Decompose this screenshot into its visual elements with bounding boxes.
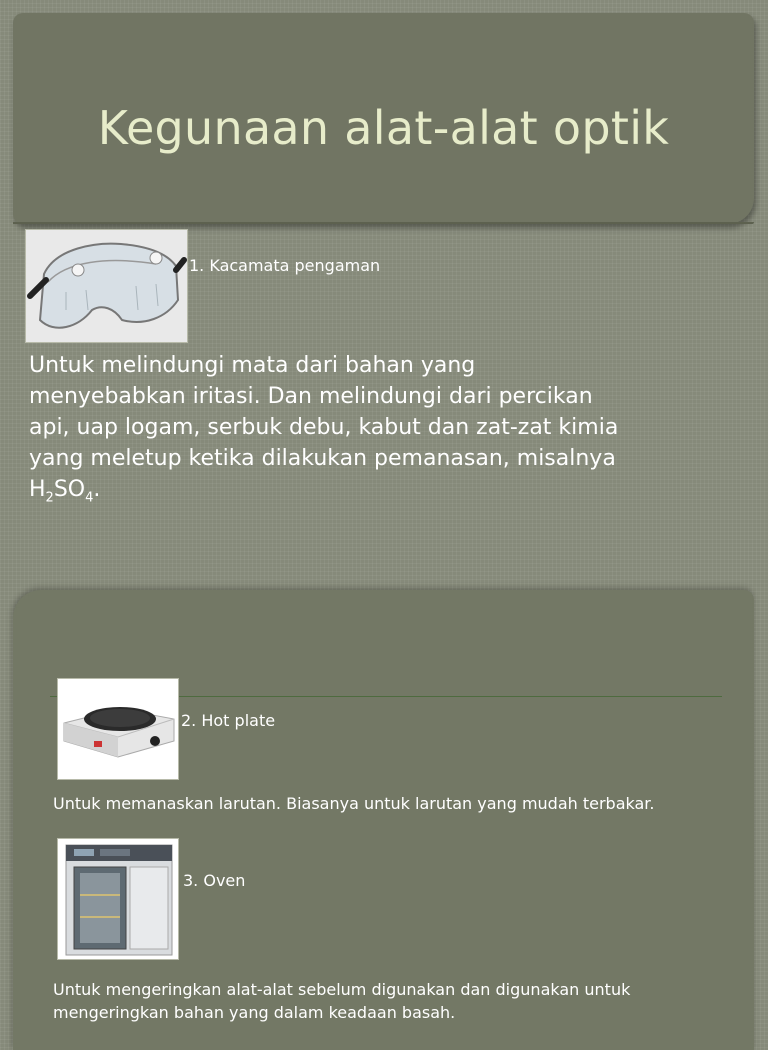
safety-goggles-image: [25, 229, 188, 343]
goggles-description: [29, 350, 629, 513]
oven-description: Untuk mengeringkan alat-alat sebelum digunakan dan digunakan untuk mengeringkan bahan yang dalam keadaan basah.: [53, 980, 631, 1022]
oven-image: [57, 838, 179, 960]
hot-plate-icon: [58, 679, 178, 779]
formula-so: SO: [53, 477, 86, 502]
goggles-icon: [26, 230, 187, 342]
oven-icon: [58, 839, 178, 959]
hot-plate-image: [57, 678, 179, 780]
slide-title-bar: [13, 13, 754, 224]
hot-plate-description: Untuk memanaskan larutan. Biasanya untuk larutan yang mudah terbakar.: [53, 794, 655, 813]
formula-end: .: [93, 477, 101, 502]
slide-title: Kegunaan alat-alat optik: [97, 101, 670, 155]
item-caption-goggles: 1. Kacamata pengaman: [189, 256, 381, 275]
formula-subscript-4: 4: [85, 490, 94, 506]
goggles-description-text: Untuk melindungi mata dari bahan yang menyebabkan iritasi. Dan melindungi dari percikan api, uap logam, serbuk debu, kabut dan zat-zat kimia yang meletup ketika dilakukan pemanasan, misalnya H: [29, 353, 619, 502]
item-caption-oven: 3. Oven: [183, 871, 246, 890]
formula-subscript-2: 2: [45, 490, 54, 506]
item-caption-hot-plate: 2. Hot plate: [181, 711, 276, 730]
